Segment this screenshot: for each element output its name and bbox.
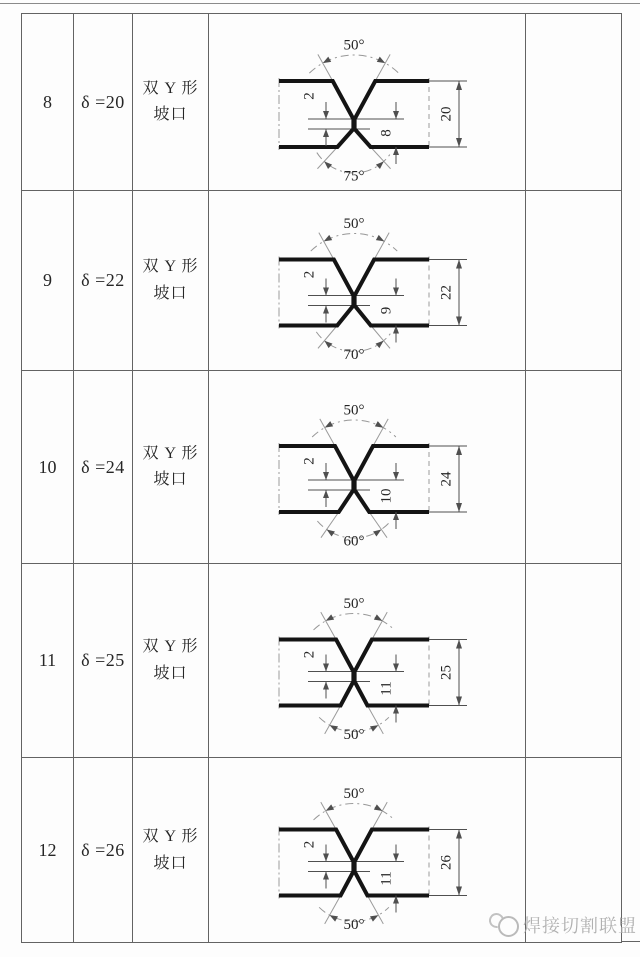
svg-text:50°: 50° — [343, 595, 365, 612]
groove-table — [21, 13, 622, 943]
groove-diagram-svg — [209, 14, 525, 190]
thickness-cell — [74, 191, 133, 370]
svg-text:9: 9 — [378, 306, 395, 315]
thickness-cell — [74, 371, 133, 563]
groove-type-cell — [133, 371, 209, 563]
diagram-cell — [209, 14, 526, 190]
svg-text:60°: 60° — [343, 533, 365, 550]
bottom-rule-extension — [622, 941, 640, 942]
svg-text:50°: 50° — [343, 726, 365, 743]
groove-type-label: 双 Y 形 坡口 — [142, 638, 199, 682]
svg-text:70°: 70° — [343, 346, 365, 363]
svg-text:20: 20 — [438, 106, 455, 122]
thickness-value: δ =24 — [81, 456, 125, 477]
thickness-value: δ =26 — [81, 840, 125, 860]
svg-text:2: 2 — [301, 270, 318, 279]
diagram-cell — [209, 191, 526, 370]
groove-type-cell — [133, 14, 209, 190]
thickness-value: δ =22 — [81, 270, 125, 290]
svg-text:25: 25 — [438, 665, 455, 680]
thickness-cell — [74, 758, 133, 943]
groove-type-label: 双 Y 形 坡口 — [142, 79, 199, 123]
groove-diagram-svg — [209, 564, 525, 757]
row-number-cell — [22, 191, 74, 370]
table-row — [22, 14, 621, 191]
row-number-cell — [22, 14, 74, 190]
row-number: 8 — [43, 91, 52, 112]
groove-type-label: 双 Y 形 坡口 — [142, 258, 199, 302]
svg-text:75°: 75° — [343, 168, 365, 185]
svg-text:2: 2 — [301, 457, 318, 465]
row-number: 9 — [43, 270, 52, 290]
svg-text:50°: 50° — [343, 785, 365, 802]
notes-cell — [526, 14, 621, 190]
diagram-cell — [209, 371, 526, 563]
table-row — [22, 371, 621, 564]
diagram-cell — [209, 564, 526, 757]
top-rule-line — [0, 3, 640, 4]
thickness-cell — [74, 564, 133, 757]
thickness-value: δ =25 — [81, 650, 125, 670]
table-row — [22, 191, 621, 371]
svg-text:50°: 50° — [343, 402, 365, 419]
svg-text:50°: 50° — [343, 37, 365, 54]
svg-text:22: 22 — [438, 285, 455, 300]
groove-type-cell — [133, 758, 209, 943]
table-row — [22, 564, 621, 758]
watermark-text: 焊接切割联盟 — [523, 916, 637, 936]
svg-text:2: 2 — [301, 92, 318, 100]
svg-text:2: 2 — [301, 840, 318, 849]
svg-text:50°: 50° — [343, 916, 365, 933]
diagram-cell — [209, 758, 526, 943]
svg-text:50°: 50° — [343, 215, 365, 232]
notes-cell — [526, 191, 621, 370]
thickness-cell — [74, 14, 133, 190]
svg-text:8: 8 — [378, 129, 395, 137]
svg-text:11: 11 — [378, 681, 395, 696]
groove-diagram-svg — [209, 191, 525, 370]
welding-alliance-logo-icon — [489, 912, 519, 938]
watermark — [489, 912, 637, 938]
notes-cell — [526, 371, 621, 563]
row-number: 11 — [38, 650, 57, 670]
row-number-cell — [22, 758, 74, 943]
svg-text:11: 11 — [378, 871, 395, 886]
svg-text:26: 26 — [438, 855, 455, 870]
groove-diagram-svg — [209, 371, 525, 563]
svg-text:10: 10 — [378, 488, 395, 504]
groove-type-cell — [133, 564, 209, 757]
row-number-cell — [22, 564, 74, 757]
svg-text:2: 2 — [301, 650, 318, 659]
groove-type-label: 双 Y 形 坡口 — [142, 444, 199, 488]
groove-diagram-svg — [209, 758, 525, 943]
notes-cell — [526, 564, 621, 757]
logo-big-circle — [498, 916, 519, 937]
groove-type-cell — [133, 191, 209, 370]
thickness-value: δ =20 — [81, 91, 125, 112]
row-number: 10 — [38, 456, 57, 477]
svg-text:24: 24 — [438, 471, 455, 487]
row-number-cell — [22, 371, 74, 563]
row-number: 12 — [38, 840, 57, 860]
groove-type-label: 双 Y 形 坡口 — [142, 828, 199, 872]
